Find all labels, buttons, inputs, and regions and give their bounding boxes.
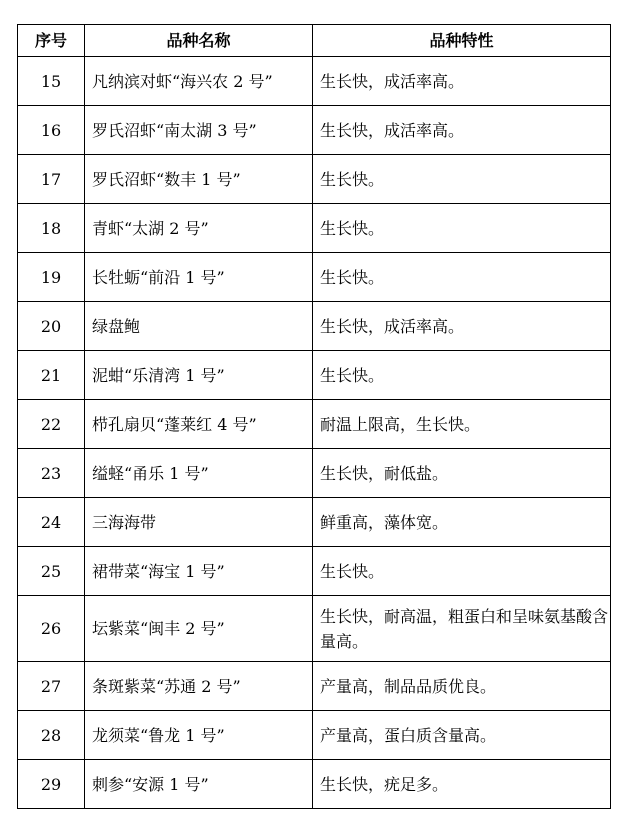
cell-variety-name: 长牡蛎“前沿 1 号” — [85, 253, 313, 302]
cell-variety-traits: 产量高，蛋白质含量高。 — [313, 711, 611, 760]
cell-variety-traits: 生长快。 — [313, 253, 611, 302]
cell-variety-traits: 产量高，制品品质优良。 — [313, 662, 611, 711]
cell-no: 18 — [18, 204, 85, 253]
cell-variety-traits: 生长快，成活率高。 — [313, 302, 611, 351]
cell-variety-name: 裙带菜“海宝 1 号” — [85, 547, 313, 596]
cell-variety-traits: 生长快，疣足多。 — [313, 760, 611, 809]
table-row — [18, 711, 611, 760]
cell-variety-traits: 鲜重高，藻体宽。 — [313, 498, 611, 547]
cell-variety-traits: 生长快，耐高温，粗蛋白和呈味氨基酸含量高。 — [313, 596, 611, 662]
cell-no: 21 — [18, 351, 85, 400]
cell-variety-traits: 生长快。 — [313, 155, 611, 204]
cell-variety-traits: 生长快，成活率高。 — [313, 106, 611, 155]
table-row — [18, 57, 611, 106]
header-no: 序号 — [18, 25, 85, 57]
cell-no: 25 — [18, 547, 85, 596]
table-row — [18, 449, 611, 498]
table-row — [18, 596, 611, 662]
cell-variety-name: 刺参“安源 1 号” — [85, 760, 313, 809]
cell-variety-name: 凡纳滨对虾“海兴农 2 号” — [85, 57, 313, 106]
table-row — [18, 155, 611, 204]
cell-variety-name: 龙须菜“鲁龙 1 号” — [85, 711, 313, 760]
table-row — [18, 400, 611, 449]
table-row — [18, 498, 611, 547]
header-variety-name: 品种名称 — [85, 25, 313, 57]
cell-no: 28 — [18, 711, 85, 760]
table-row — [18, 547, 611, 596]
table-row — [18, 204, 611, 253]
cell-variety-traits: 生长快。 — [313, 547, 611, 596]
cell-no: 22 — [18, 400, 85, 449]
varieties-table — [17, 24, 611, 809]
cell-variety-traits: 生长快。 — [313, 351, 611, 400]
cell-no: 23 — [18, 449, 85, 498]
cell-variety-name: 坛紫菜“闽丰 2 号” — [85, 596, 313, 662]
cell-variety-name: 青虾“太湖 2 号” — [85, 204, 313, 253]
table-row — [18, 253, 611, 302]
table-row — [18, 760, 611, 809]
cell-no: 24 — [18, 498, 85, 547]
cell-no: 16 — [18, 106, 85, 155]
cell-variety-name: 三海海带 — [85, 498, 313, 547]
cell-variety-name: 绿盘鲍 — [85, 302, 313, 351]
cell-no: 19 — [18, 253, 85, 302]
table-row — [18, 662, 611, 711]
table-row — [18, 106, 611, 155]
cell-variety-name: 罗氏沼虾“数丰 1 号” — [85, 155, 313, 204]
cell-no: 27 — [18, 662, 85, 711]
table-row — [18, 302, 611, 351]
cell-no: 17 — [18, 155, 85, 204]
header-variety-traits: 品种特性 — [313, 25, 611, 57]
table-header-row — [18, 25, 611, 57]
cell-variety-name: 栉孔扇贝“蓬莱红 4 号” — [85, 400, 313, 449]
cell-variety-traits: 生长快，耐低盐。 — [313, 449, 611, 498]
cell-variety-name: 缢蛏“甬乐 1 号” — [85, 449, 313, 498]
cell-variety-traits: 生长快。 — [313, 204, 611, 253]
cell-variety-traits: 生长快，成活率高。 — [313, 57, 611, 106]
cell-variety-name: 泥蚶“乐清湾 1 号” — [85, 351, 313, 400]
cell-variety-name: 罗氏沼虾“南太湖 3 号” — [85, 106, 313, 155]
table-row — [18, 351, 611, 400]
cell-variety-name: 条斑紫菜“苏通 2 号” — [85, 662, 313, 711]
cell-no: 15 — [18, 57, 85, 106]
cell-variety-traits: 耐温上限高，生长快。 — [313, 400, 611, 449]
cell-no: 20 — [18, 302, 85, 351]
cell-no: 26 — [18, 596, 85, 662]
cell-no: 29 — [18, 760, 85, 809]
